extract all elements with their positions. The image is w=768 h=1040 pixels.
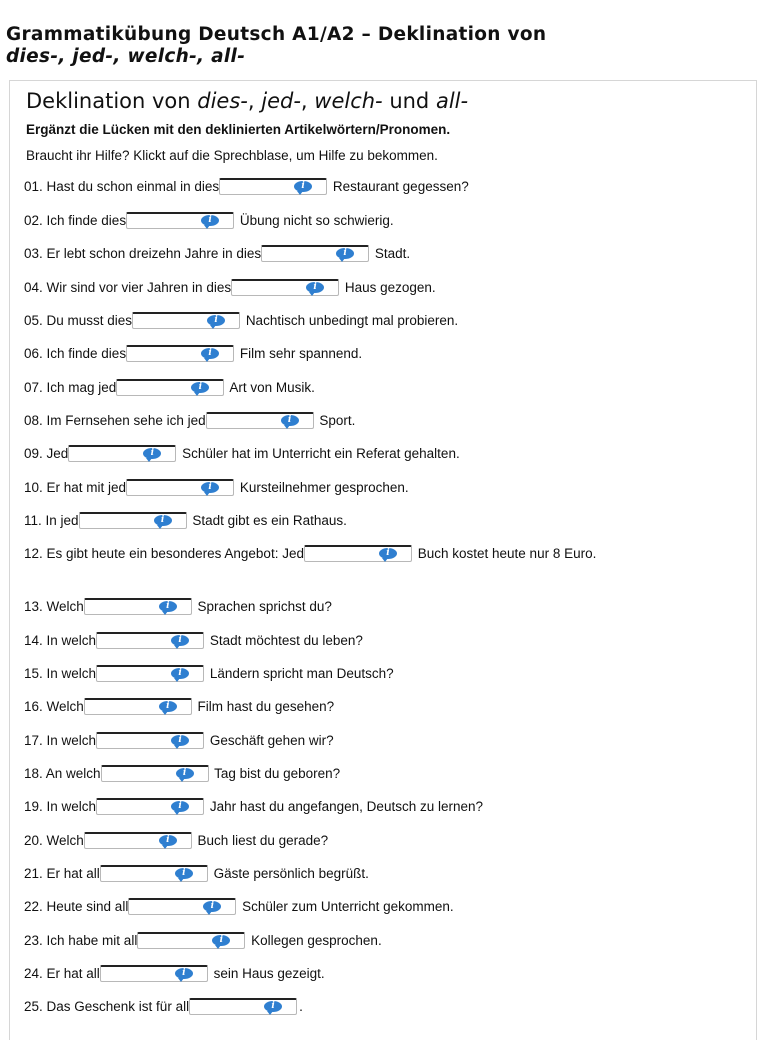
info-speech-bubble-icon[interactable]: i <box>191 382 209 393</box>
answer-gap <box>96 798 204 815</box>
exercise-continuation: Tag bist du geboren? <box>214 766 341 781</box>
answer-gap <box>96 632 204 649</box>
exercise-row <box>24 477 739 498</box>
exercise-row <box>24 443 739 464</box>
exercise-prompt: 11. In jed <box>24 513 79 528</box>
info-speech-bubble-icon[interactable]: i <box>176 768 194 779</box>
answer-input[interactable] <box>99 634 177 647</box>
instruction-text: Ergänzt die Lücken mit den deklinierten Artikelwörtern/Pronomen. <box>26 122 451 137</box>
exercise-row <box>24 930 739 951</box>
answer-input[interactable] <box>87 834 165 847</box>
exercise-continuation: Ländern spricht man Deutsch? <box>209 666 394 681</box>
info-speech-bubble-icon[interactable]: i <box>175 868 193 879</box>
exercise-continuation: . <box>299 999 303 1014</box>
answer-input[interactable] <box>87 600 165 613</box>
exercise-continuation: Sport. <box>319 413 356 428</box>
info-speech-bubble-icon[interactable]: i <box>379 548 397 559</box>
answer-input[interactable] <box>140 934 218 947</box>
info-speech-bubble-icon[interactable]: i <box>159 601 177 612</box>
exercise-prompt: 18. An welch <box>24 766 101 781</box>
exercise-row <box>24 510 739 531</box>
info-speech-bubble-icon[interactable]: i <box>159 835 177 846</box>
info-speech-bubble-icon[interactable]: i <box>143 448 161 459</box>
exercise-continuation: Haus gezogen. <box>344 280 436 295</box>
info-speech-bubble-icon[interactable]: i <box>171 635 189 646</box>
exercise-prompt: 08. Im Fernsehen sehe ich jed <box>24 413 206 428</box>
exercise-heading <box>26 88 468 114</box>
exercise-continuation: Nachtisch unbedingt mal probieren. <box>245 313 459 328</box>
answer-input[interactable] <box>103 967 181 980</box>
exercise-row <box>24 696 739 717</box>
heading-sep-1: , <box>247 89 262 113</box>
exercise-row <box>24 210 739 231</box>
info-speech-bubble-icon[interactable]: i <box>201 482 219 493</box>
exercise-prompt: 20. Welch <box>24 833 84 848</box>
info-speech-bubble-icon[interactable]: i <box>154 515 172 526</box>
exercise-continuation: Kollegen gesprochen. <box>251 933 382 948</box>
exercise-prompt: 03. Er lebt schon dreizehn Jahre in dies <box>24 246 262 261</box>
exercise-continuation: Geschäft gehen wir? <box>209 733 334 748</box>
info-speech-bubble-icon[interactable]: i <box>336 248 354 259</box>
answer-gap <box>100 865 208 882</box>
exercise-continuation: Gäste persönlich begrüßt. <box>213 866 369 881</box>
answer-input[interactable] <box>222 180 300 193</box>
exercise-prompt: 09. Jed <box>24 446 69 461</box>
exercise-row <box>24 863 739 884</box>
answer-input[interactable] <box>192 1000 270 1013</box>
exercise-prompt: 25. Das Geschenk ist für all <box>24 999 190 1014</box>
exercise-row <box>24 543 739 564</box>
exercise-row <box>24 996 739 1017</box>
answer-input[interactable] <box>131 900 209 913</box>
answer-gap <box>128 898 236 915</box>
exercise-continuation: Art von Musik. <box>229 380 315 395</box>
exercise-row <box>24 596 739 617</box>
exercise-prompt: 10. Er hat mit jed <box>24 480 127 495</box>
exercise-continuation: Buch kostet heute nur 8 Euro. <box>417 546 597 561</box>
exercise-prompt: 14. In welch <box>24 633 97 648</box>
exercise-prompt: 01. Hast du schon einmal in dies <box>24 179 220 194</box>
info-speech-bubble-icon[interactable]: i <box>171 668 189 679</box>
exercise-continuation: Stadt gibt es ein Rathaus. <box>192 513 347 528</box>
answer-input[interactable] <box>135 314 213 327</box>
answer-gap <box>101 765 209 782</box>
answer-gap <box>219 178 327 195</box>
exercise-row <box>24 630 739 651</box>
answer-gap <box>231 279 339 296</box>
answer-gap <box>126 479 234 496</box>
answer-input[interactable] <box>129 481 207 494</box>
answer-gap <box>84 598 192 615</box>
exercise-prompt: 13. Welch <box>24 599 84 614</box>
heading-word-jed: jed- <box>261 89 301 113</box>
exercise-row <box>24 963 739 984</box>
exercise-continuation: Übung nicht so schwierig. <box>239 213 394 228</box>
exercise-continuation: Sprachen sprichst du? <box>197 599 332 614</box>
exercise-continuation: Schüler hat im Unterricht ein Referat gehalten. <box>182 446 460 461</box>
exercise-continuation: Stadt. <box>374 246 411 261</box>
info-speech-bubble-icon[interactable]: i <box>171 735 189 746</box>
answer-gap <box>116 379 224 396</box>
info-speech-bubble-icon[interactable]: i <box>264 1001 282 1012</box>
answer-input[interactable] <box>129 347 207 360</box>
exercise-prompt: 19. In welch <box>24 799 97 814</box>
answer-gap <box>189 998 297 1015</box>
exercise-row <box>24 377 739 398</box>
exercise-prompt: 07. Ich mag jed <box>24 380 117 395</box>
exercise-continuation: Buch liest du gerade? <box>197 833 329 848</box>
info-speech-bubble-icon[interactable]: i <box>201 215 219 226</box>
answer-gap <box>137 932 245 949</box>
exercise-row <box>24 277 739 298</box>
exercise-prompt: 12. Es gibt heute ein besonderes Angebot: Jed <box>24 546 304 561</box>
answer-input[interactable] <box>99 667 177 680</box>
exercise-continuation: Film sehr spannend. <box>239 346 363 361</box>
exercise-continuation: Stadt möchtest du leben? <box>209 633 363 648</box>
answer-gap <box>304 545 412 562</box>
heading-sep-3: und <box>382 89 436 113</box>
exercise-prompt: 23. Ich habe mit all <box>24 933 138 948</box>
info-speech-bubble-icon[interactable]: i <box>201 348 219 359</box>
exercise-row <box>24 663 739 684</box>
info-speech-bubble-icon[interactable]: i <box>175 968 193 979</box>
answer-input[interactable] <box>87 700 165 713</box>
answer-input[interactable] <box>307 547 385 560</box>
answer-input[interactable] <box>104 767 182 780</box>
exercise-continuation: Schüler zum Unterricht gekommen. <box>242 899 454 914</box>
answer-input[interactable] <box>71 447 149 460</box>
answer-gap <box>96 732 204 749</box>
answer-input[interactable] <box>119 381 197 394</box>
exercise-prompt: 22. Heute sind all <box>24 899 129 914</box>
exercise-prompt: 15. In welch <box>24 666 97 681</box>
exercise-prompt: 05. Du musst dies <box>24 313 133 328</box>
exercise-prompt: 04. Wir sind vor vier Jahren in dies <box>24 280 232 295</box>
exercise-row <box>24 176 739 197</box>
exercise-row <box>24 243 739 264</box>
heading-sep-2: , <box>300 89 315 113</box>
exercise-continuation: sein Haus gezeigt. <box>213 966 325 981</box>
heading-word-welch: welch- <box>314 89 383 113</box>
exercise-prompt: 02. Ich finde dies <box>24 213 127 228</box>
exercise-row <box>24 343 739 364</box>
info-speech-bubble-icon[interactable]: i <box>294 181 312 192</box>
exercise-continuation: Restaurant gegessen? <box>332 179 469 194</box>
exercise-continuation: Film hast du gesehen? <box>197 699 335 714</box>
exercise-continuation: Jahr hast du angefangen, Deutsch zu lernen? <box>209 799 484 814</box>
exercise-continuation: Kursteilnehmer gesprochen. <box>239 480 409 495</box>
answer-gap <box>100 965 208 982</box>
document-title-line: Grammatikübung Deutsch A1/A2 – Deklination von <box>6 24 547 45</box>
answer-input[interactable] <box>264 247 342 260</box>
exercise-row <box>24 830 739 851</box>
exercise-prompt: 16. Welch <box>24 699 84 714</box>
exercise-prompt: 06. Ich finde dies <box>24 346 127 361</box>
info-speech-bubble-icon[interactable]: i <box>306 282 324 293</box>
document-title <box>6 24 746 68</box>
exercise-prompt: 24. Er hat all <box>24 966 100 981</box>
info-speech-bubble-icon[interactable]: i <box>203 901 221 912</box>
answer-gap <box>132 312 240 329</box>
exercise-row <box>24 730 739 751</box>
heading-prefix: Deklination von <box>26 89 198 113</box>
answer-input[interactable] <box>209 414 287 427</box>
info-speech-bubble-icon[interactable]: i <box>281 415 299 426</box>
answer-input[interactable] <box>99 800 177 813</box>
answer-gap <box>206 412 314 429</box>
answer-gap <box>68 445 176 462</box>
answer-gap <box>84 832 192 849</box>
info-speech-bubble-icon[interactable]: i <box>212 935 230 946</box>
answer-gap <box>126 345 234 362</box>
info-speech-bubble-icon[interactable]: i <box>159 701 177 712</box>
exercise-prompt: 21. Er hat all <box>24 866 100 881</box>
answer-input[interactable] <box>99 734 177 747</box>
info-speech-bubble-icon[interactable]: i <box>171 801 189 812</box>
exercise-prompt: 17. In welch <box>24 733 97 748</box>
answer-gap <box>96 665 204 682</box>
answer-input[interactable] <box>103 867 181 880</box>
answer-input[interactable] <box>129 214 207 227</box>
info-speech-bubble-icon[interactable]: i <box>207 315 225 326</box>
answer-gap <box>84 698 192 715</box>
answer-gap <box>261 245 369 262</box>
help-text: Braucht ihr Hilfe? Klickt auf die Sprechblase, um Hilfe zu bekommen. <box>26 148 438 163</box>
answer-input[interactable] <box>234 281 312 294</box>
exercise-row <box>24 310 739 331</box>
exercise-row <box>24 763 739 784</box>
heading-word-dies: dies- <box>197 89 248 113</box>
exercise-row <box>24 796 739 817</box>
heading-word-all: all- <box>435 89 469 113</box>
document-subtitle: dies-, jed-, welch-, all- <box>6 46 246 67</box>
answer-gap <box>79 512 187 529</box>
answer-gap <box>126 212 234 229</box>
answer-input[interactable] <box>82 514 160 527</box>
exercise-row <box>24 896 739 917</box>
exercise-row <box>24 410 739 431</box>
